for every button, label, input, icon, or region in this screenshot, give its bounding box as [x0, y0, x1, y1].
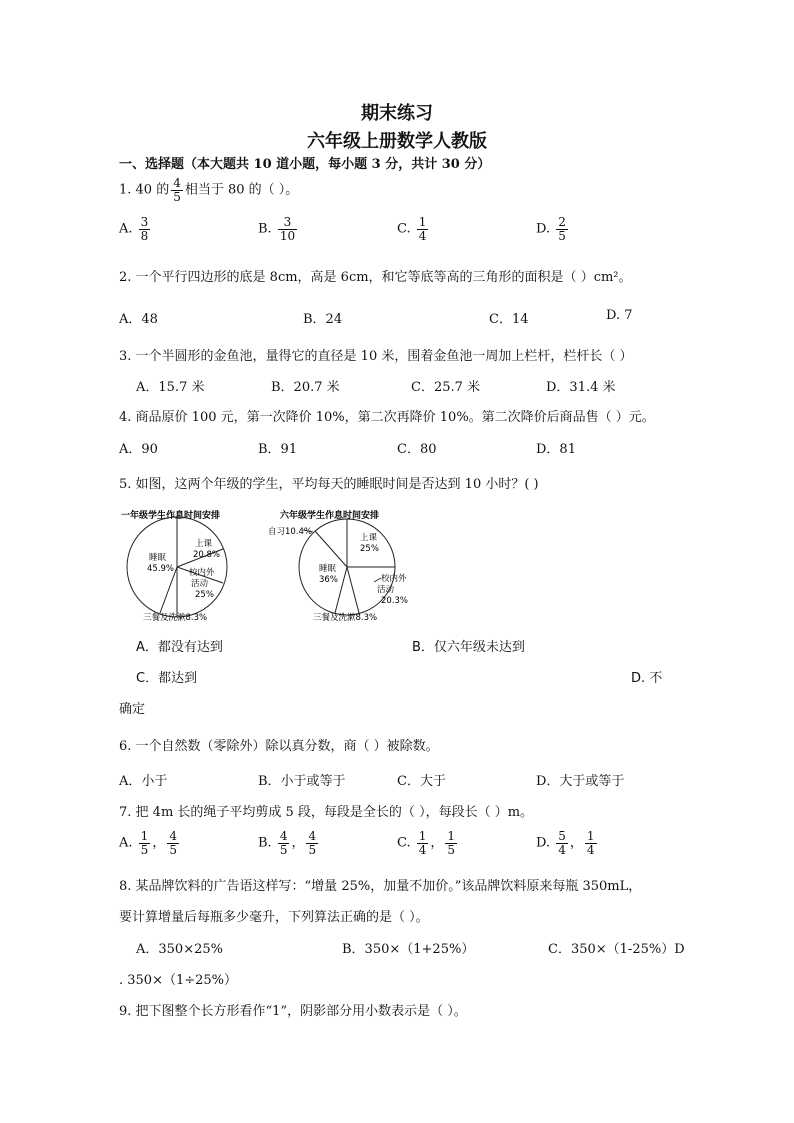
- chart2-activity-label2: 活动: [377, 585, 395, 595]
- question-9: 9. 把下图整个长方形看作“1”，阴影部分用小数表示是（ ）。: [119, 1004, 467, 1019]
- q6-option-a[interactable]: A．小于: [119, 774, 168, 789]
- q8-option-b[interactable]: B．350×（1+25%）: [342, 942, 475, 957]
- chart2-leader-line: [374, 578, 381, 582]
- chart1-meal-label: 三餐及洗漱8.3%: [143, 613, 208, 623]
- question-7: 7. 把 4m 长的绳子平均剪成 5 段，每段是全长的（ ），每段长（ ）m。: [119, 805, 534, 820]
- q4-option-c[interactable]: C．80: [397, 442, 437, 457]
- q8-option-a[interactable]: A．350×25%: [136, 942, 223, 957]
- chart1-class-label: 上课: [195, 539, 213, 549]
- q4-option-a[interactable]: A．90: [119, 442, 158, 457]
- q4-option-d[interactable]: D．81: [536, 442, 576, 457]
- chart2-divider: [347, 567, 359, 613]
- q6-option-b[interactable]: B．小于或等于: [258, 774, 346, 789]
- q1-post: 相当于 80 的（ ）。: [184, 182, 299, 198]
- chart1-activity-label1: 校内外: [189, 568, 215, 578]
- chart1-class-value: 20.8%: [193, 550, 221, 560]
- q1-pre: 1. 40 的: [119, 182, 170, 198]
- chart1-title: 一年级学生作息时间安排: [121, 511, 221, 521]
- chart2-study-label: 自习10.4%: [268, 527, 313, 537]
- question-3: 3. 一个半圆形的金鱼池，量得它的直径是 10 米，围着金鱼池一周加上栏杆，栏杆长（ ）: [119, 349, 633, 364]
- q6-option-c[interactable]: C．大于: [397, 774, 446, 789]
- q1-option-b[interactable]: B. $\frac{3}{10}$: [258, 215, 296, 243]
- question-2: 2. 一个平行四边形的底是 8cm，高是 6cm，和它等底等高的三角形的面积是（ ）cm²。: [119, 270, 632, 285]
- q1-fraction: $\frac{4}{5}$: [173, 176, 181, 204]
- q1-option-d[interactable]: D. $\frac{2}{5}$: [536, 215, 566, 243]
- chart2-activity-value: 20.3%: [381, 596, 409, 606]
- chart1-activity-label2: 活动: [191, 579, 209, 589]
- q6-option-d[interactable]: D．大于或等于: [536, 774, 625, 789]
- question-8-line1: 8. 某品牌饮料的广告语这样写：“增量 25%，加量不加价。”该品牌饮料原来每瓶 350mL，: [119, 879, 642, 894]
- chart1-sleep-label: 睡眠: [149, 553, 167, 563]
- chart2-activity-label1: 校内外: [381, 574, 407, 584]
- q4-option-b[interactable]: B．91: [258, 442, 298, 457]
- q3-option-b[interactable]: B．20.7 米: [271, 380, 340, 395]
- q2-option-c[interactable]: C．14: [489, 312, 529, 327]
- q5-pie-charts-figure: [115, 505, 415, 623]
- q5-option-d[interactable]: D. 不: [631, 671, 663, 686]
- q5-option-d-cont: 确定: [119, 702, 146, 717]
- q7-option-d[interactable]: D. $\frac{5}{4}$ ， $\frac{1}{4}$: [536, 829, 595, 857]
- q1-option-c[interactable]: C. $\frac{1}{4}$: [397, 215, 427, 243]
- section-heading: 一、选择题（本大题共 10 道小题，每小题 3 分，共计 30 分）: [119, 157, 491, 172]
- q7-option-a[interactable]: A. $\frac{1}{5}$ ， $\frac{4}{5}$: [119, 829, 177, 857]
- q8-option-c[interactable]: C．350×（1-25%）D: [548, 942, 685, 957]
- q2-option-d[interactable]: D. 7: [606, 308, 633, 323]
- chart2-divider: [315, 531, 347, 567]
- q2-option-b[interactable]: B．24: [303, 312, 343, 327]
- q5-option-c[interactable]: C．都达到: [136, 671, 198, 686]
- page-subtitle: 六年级上册数学人教版: [307, 131, 487, 152]
- chart2-meal-label: 三餐及洗漱8.3%: [313, 613, 378, 623]
- chart2-sleep-label: 睡眠: [319, 564, 337, 574]
- chart2-title: 六年级学生作息时间安排: [280, 511, 380, 521]
- q5-option-b[interactable]: B．仅六年级未达到: [412, 640, 525, 655]
- q3-option-a[interactable]: A．15.7 米: [136, 380, 205, 395]
- chart1-activity-value: 25%: [195, 590, 214, 600]
- q7-option-b[interactable]: B. $\frac{4}{5}$ ， $\frac{4}{5}$: [258, 829, 317, 857]
- q7-option-c[interactable]: C. $\frac{1}{4}$ ， $\frac{1}{5}$: [397, 829, 456, 857]
- question-4: 4. 商品原价 100 元，第一次降价 10%，第二次再降价 10%。第二次降价后商品售（ ）元。: [119, 410, 655, 425]
- chart2-class-value: 25%: [360, 544, 379, 554]
- q1-option-a[interactable]: A. $\frac{3}{8}$: [119, 215, 149, 243]
- page-title: 期末练习: [361, 103, 433, 124]
- q3-option-c[interactable]: C．25.7 米: [411, 380, 481, 395]
- q2-option-a[interactable]: A．48: [119, 312, 158, 327]
- chart2-divider: [335, 567, 347, 613]
- question-8-line2: 要计算增量后每瓶多少毫升，下列算法正确的是（ ）。: [119, 910, 429, 925]
- chart2-sleep-value: 36%: [319, 575, 338, 585]
- chart1-sleep-value: 45.9%: [147, 564, 175, 574]
- chart2-class-label: 上课: [360, 533, 378, 543]
- q5-option-a[interactable]: A．都没有达到: [136, 640, 223, 655]
- q3-option-d[interactable]: D．31.4 米: [546, 380, 616, 395]
- question-5: 5. 如图，这两个年级的学生，平均每天的睡眠时间是否达到 10 小时？( ): [119, 477, 539, 492]
- question-6: 6. 一个自然数（零除外）除以真分数，商（ ）被除数。: [119, 739, 439, 754]
- question-1: [119, 177, 298, 203]
- q8-option-d[interactable]: . 350×（1÷25%）: [119, 973, 238, 988]
